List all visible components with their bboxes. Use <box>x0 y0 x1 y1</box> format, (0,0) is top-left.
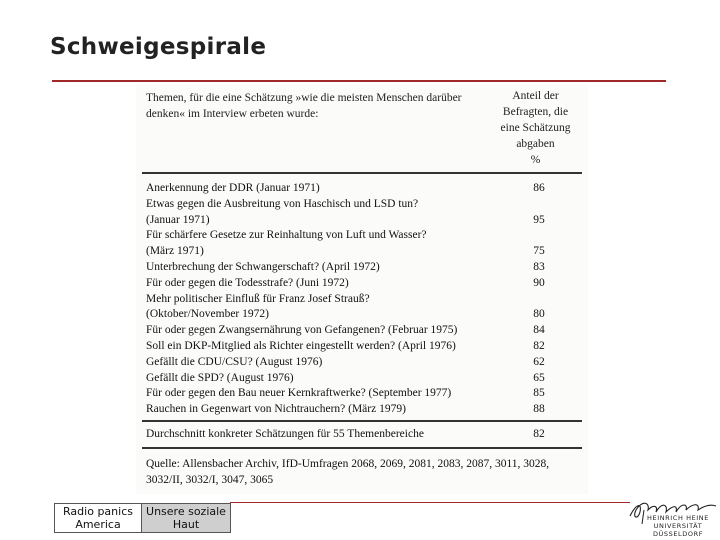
logo-line: DÜSSELDORF <box>652 530 704 538</box>
table-row-value: 90 <box>533 276 545 289</box>
table-row-label: Für oder gegen den Bau neuer Kernkraftwerke? (September 1977) <box>146 387 452 400</box>
table-row-label: (Januar 1971) <box>146 213 210 226</box>
table-row-value: 83 <box>533 261 545 273</box>
table-row-value: 88 <box>533 403 545 416</box>
table-row-label: (März 1971) <box>146 245 204 258</box>
table-header-share <box>488 88 583 168</box>
table-row-value: 65 <box>533 371 545 384</box>
nav-label: Haut <box>172 518 200 531</box>
table-row-label: Für schärfere Gesetze zur Reinhaltung von Luft und Wasser? <box>146 229 427 242</box>
footer-navigation <box>54 503 231 533</box>
nav-button-soziale-haut[interactable] <box>142 504 230 532</box>
scanned-table <box>136 84 588 494</box>
table-row-label: Etwas gegen die Ausbreitung von Haschisch und LSD tun? <box>146 197 419 210</box>
header-line: abgaben <box>516 138 555 150</box>
table-row-label: Rauchen in Gegenwart von Nichtrauchern? (März 1979) <box>146 403 406 416</box>
table-row-label: Mehr politischer Einfluß für Franz Josef Strauß? <box>146 292 370 305</box>
table-row-label: Gefällt die SPD? (August 1976) <box>146 371 294 384</box>
average-label: Durchschnitt konkreter Schätzungen für 55 Themenbereiche <box>146 428 424 440</box>
table-row-value: 85 <box>533 387 545 400</box>
table-row-value: 84 <box>533 324 545 337</box>
average-value: 82 <box>533 428 545 440</box>
bottom-rule <box>142 447 582 449</box>
table-row-label: Unterbrechung der Schwangerschaft? (April 1972) <box>146 261 380 273</box>
header-line: eine Schätzung <box>500 122 571 134</box>
nav-label: America <box>75 518 121 531</box>
table-row-label: (Oktober/November 1972) <box>146 308 269 321</box>
logo-line: HEINRICH HEINE <box>647 514 709 522</box>
table-row-value: 80 <box>533 308 545 321</box>
table-row-label: Gefällt die CDU/CSU? (August 1976) <box>146 355 323 368</box>
nav-label: Radio panics <box>63 505 133 518</box>
table-row-value: 82 <box>533 340 545 352</box>
table-row-value: 75 <box>533 245 545 258</box>
table-row-value: 62 <box>533 355 545 368</box>
header-line: Anteil der <box>512 90 559 102</box>
table-row-label: Für oder gegen die Todesstrafe? (Juni 1972) <box>146 276 349 289</box>
footer-divider <box>230 502 630 503</box>
table-row-value: 95 <box>533 213 545 226</box>
title-divider <box>52 80 666 82</box>
table-source: Quelle: Allensbacher Archiv, IfD-Umfragen 2068, 2069, 2081, 2083, 2087, 3011, 3028, 3032/II, 3032/I, 3047, 3065 <box>146 458 550 486</box>
university-logo-text <box>640 514 716 538</box>
table-row-value: 86 <box>533 182 545 194</box>
slide-title: Schweigespirale <box>50 34 267 60</box>
table-row-label: Soll ein DKP-Mitglied als Richter eingestellt werden? (April 1976) <box>146 340 456 352</box>
header-line: % <box>530 154 541 166</box>
table-row-label: Anerkennung der DDR (Januar 1971) <box>146 182 320 194</box>
table-header-topics: Themen, für die eine Schätzung »wie die meisten Menschen darüber denken« im Interview erbeten wurde: <box>146 92 462 120</box>
average-rule <box>142 420 582 422</box>
table-row-label: Für oder gegen Zwangsernährung von Gefangenen? (Februar 1975) <box>146 324 458 337</box>
nav-label: Unsere soziale <box>146 505 226 518</box>
header-rule <box>142 172 582 174</box>
nav-button-radio-panics[interactable] <box>55 504 142 532</box>
logo-line: UNIVERSITÄT <box>653 522 703 530</box>
header-line: Befragten, die <box>502 106 569 118</box>
